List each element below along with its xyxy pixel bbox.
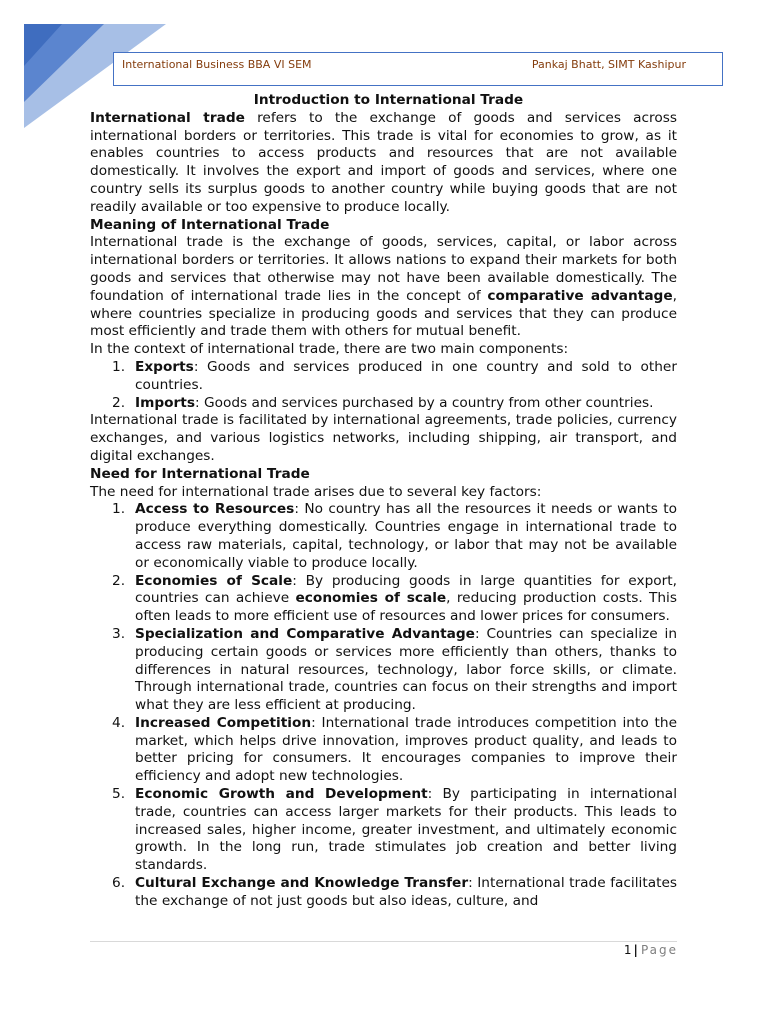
page-number: 1: [623, 943, 632, 957]
list-item: 5. Economic Growth and Development: By participating in international trade, countries can access larger markets for their products. This leads to increased sales, higher income, greater investment, and ultimately economic growth. In the long run, trade stimulates job creation and better living standards.: [112, 786, 677, 874]
list-item: 2. Imports: Goods and services purchased by a country from other countries.: [112, 394, 654, 411]
meaning-paragraph: International trade is the exchange of goods, services, capital, or labor across international borders or territories. It allows nations to expand their markets for both goods and services that otherwise may not have been available domestically. The foundation of international trade lies in the concept of comparative advantage, where countries specialize in producing goods and services that they can produce most efficiently and trade them with others for mutual benefit.: [90, 234, 677, 340]
need-intro: The need for international trade arises due to several key factors:: [90, 483, 542, 500]
list-item: 1. Exports: Goods and services produced in one country and sold to other countries.: [112, 358, 677, 393]
footer-separator: |: [633, 943, 638, 957]
comparative-advantage-term: comparative advantage: [487, 287, 673, 304]
intro-lead-term: International trade: [90, 109, 245, 126]
need-heading: Need for International Trade: [90, 465, 310, 482]
list-item: 6. Cultural Exchange and Knowledge Transfer: International trade facilitates the exchange of not just goods but also ideas, culture, and: [112, 875, 678, 909]
list-item: 1. Access to Resources: No country has all the resources it needs or wants to produce everything domestically. Countries engage in international trade to access raw materials, capital, technology, or labor that may not be available or economically viable to produce locally.: [112, 501, 677, 571]
header-course: International Business BBA VI SEM: [122, 58, 312, 71]
components-list: [90, 359, 677, 412]
intro-text: refers to the exchange of goods and services across international borders or territories. This trade is vital for economies to grow, as it enables countries to access products and resources that are not available domestically. It involves the export and import of goods and services, where one country sells its surplus goods to another country while buying goods that are not readily available or too expensive to produce locally.: [90, 109, 677, 215]
intro-paragraph: [90, 110, 677, 217]
meaning-heading: Meaning of International Trade: [90, 216, 330, 233]
list-item: 3. Specialization and Comparative Advantage: Countries can specialize in producing certain goods or services more efficiently than others, thanks to differences in natural resources, technology, labor force skills, or climate. Through international trade, countries can focus on their strengths and import what they are less efficient at producing.: [112, 625, 677, 714]
need-factors-list: [90, 501, 677, 910]
list-item: 2. Economies of Scale: By producing goods in large quantities for export, countries can achieve economies of scale, reducing production costs. This often leads to more efficient use of resources and lower prices for consumers.: [112, 572, 677, 625]
page-header: [113, 52, 723, 86]
components-intro: In the context of international trade, there are two main components:: [90, 341, 569, 358]
page-label: Page: [640, 943, 678, 957]
page-footer: [624, 943, 678, 957]
list-item: 4. Increased Competition: International trade introduces competition into the market, which helps drive innovation, improves product quality, and leads to better pricing for consumers. It encourages companies to improve their efficiency and adopt new technologies.: [112, 714, 677, 785]
document-body: [90, 92, 677, 911]
page-title: Introduction to International Trade: [253, 92, 524, 108]
footer-divider: [90, 941, 677, 942]
facilitation-paragraph: International trade is facilitated by international agreements, trade policies, currency exchanges, and various logistics networks, including shipping, air transport, and digital exchanges.: [90, 412, 677, 464]
header-author: Pankaj Bhatt, SIMT Kashipur: [531, 58, 686, 71]
